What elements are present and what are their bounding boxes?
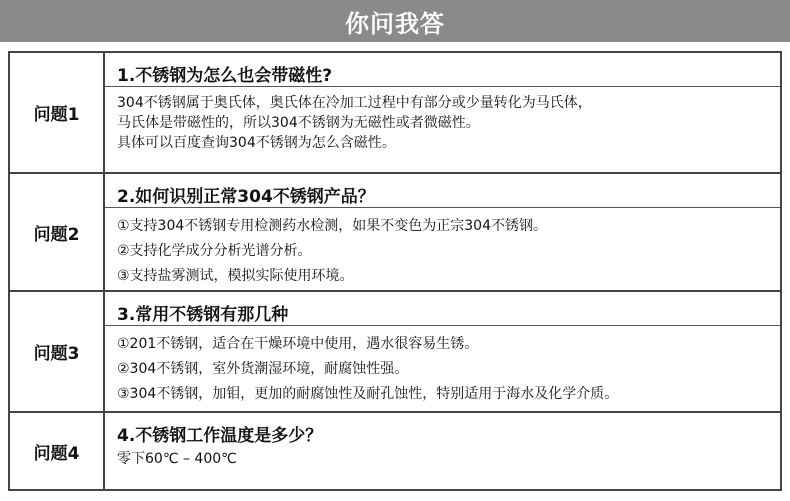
question-label: 问题3 <box>10 292 105 411</box>
faq-row-2 <box>10 174 780 292</box>
answer-body <box>117 332 780 407</box>
question-label: 问题1 <box>10 53 105 172</box>
banner-title: 你问我答 <box>345 9 445 38</box>
answer-line: ①201不锈钢，适合在干燥环境中使用，遇水很容易生锈。 <box>117 336 479 352</box>
faq-table <box>8 51 782 491</box>
answer-body <box>117 93 780 153</box>
answer-line: 零下60℃ – 400℃ <box>117 451 237 467</box>
answer-cell <box>105 174 780 290</box>
answer-body <box>117 214 780 289</box>
answer-line: 具体可以百度查询304不锈钢为怎么含磁性。 <box>117 135 396 151</box>
faq-row-4 <box>10 413 780 489</box>
question-label: 问题4 <box>10 413 105 489</box>
answer-line: ②304不锈钢，室外货潮湿环境，耐腐蚀性强。 <box>117 361 409 377</box>
question-title: 4.不锈钢工作温度是多少？ <box>117 426 323 446</box>
answer-line: ①支持304不锈钢专用检测药水检测，如果不变色为正宗304不锈钢。 <box>117 218 547 234</box>
faq-row-3 <box>10 292 780 413</box>
question-label: 问题2 <box>10 174 105 290</box>
faq-row-1 <box>10 53 780 174</box>
answer-line: ③支持盐雾测试，模拟实际使用环境。 <box>117 268 354 284</box>
banner <box>0 0 790 42</box>
question-title: 2.如何识别正常304不锈钢产品？ <box>105 182 780 208</box>
question-title: 1.不锈钢为怎么也会带磁性? <box>105 61 780 87</box>
answer-line: 304不锈钢属于奥氏体，奥氏体在冷加工过程中有部分或少量转化为马氏体， <box>117 95 592 111</box>
answer-line: ②支持化学成分分析光谱分析。 <box>117 243 312 259</box>
answer-line: 马氏体是带磁性的，所以304不锈钢为无磁性或者微磁性。 <box>117 115 480 131</box>
question-title: 3.常用不锈钢有那几种 <box>105 300 780 326</box>
answer-body <box>117 449 780 469</box>
answer-cell <box>105 53 780 172</box>
answer-cell <box>105 292 780 411</box>
answer-cell <box>105 413 780 489</box>
answer-line: ③304不锈钢，加钼，更加的耐腐蚀性及耐孔蚀性，特别适用于海水及化学介质。 <box>117 386 619 402</box>
